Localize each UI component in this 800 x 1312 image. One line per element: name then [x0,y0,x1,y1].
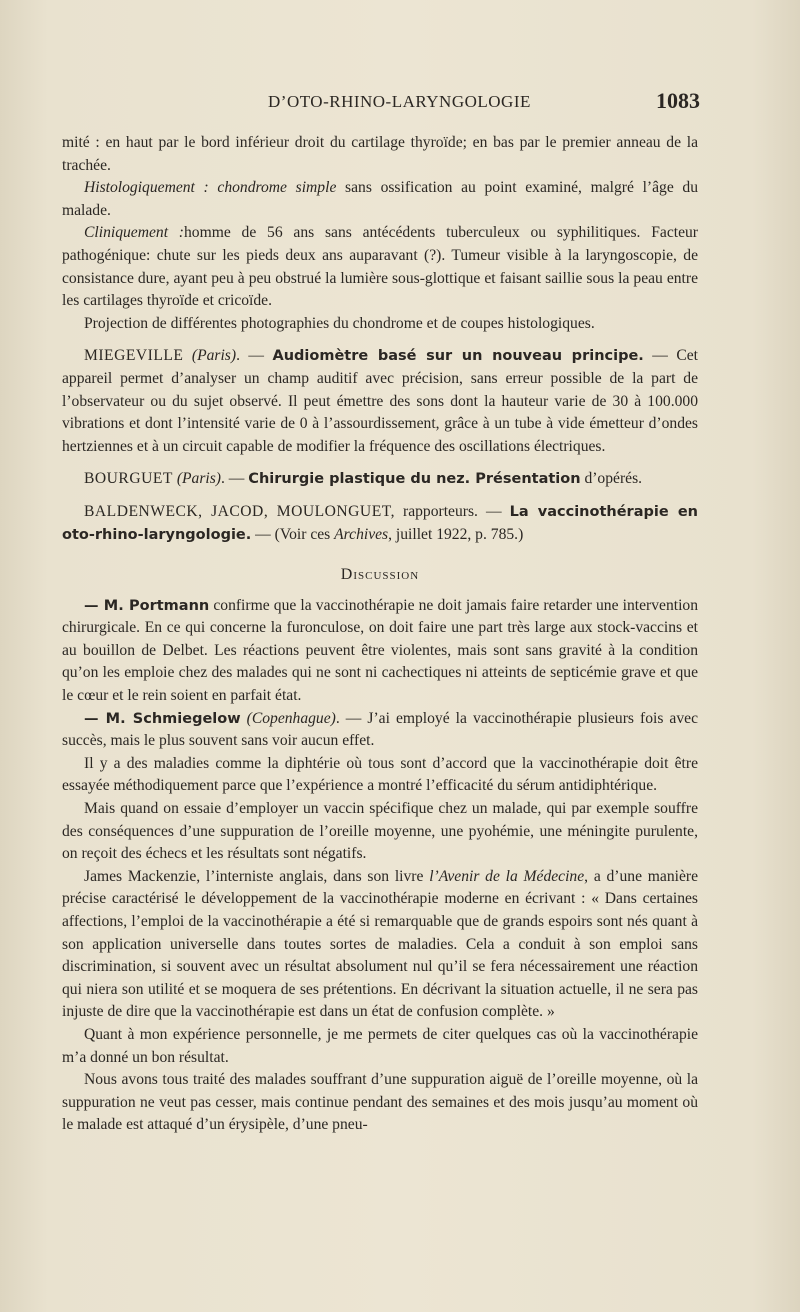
clinical-label: Cliniquement : [84,224,184,242]
page-number: 1083 [656,88,700,113]
entry-separator: . — [236,347,273,365]
paragraph-personal-experience: Quant à mon expérience personnelle, je me permets de citer quelques cas où la vaccinothérapie m’a donné un bon résultat. [62,1025,698,1066]
speaker-city: (Copenhague) [240,709,336,727]
entry-separator: . — [221,470,249,488]
entry-baldenweck [62,501,698,546]
speaker-text: confirme que la vaccinothérapie ne doit jamais faire retarder une intervention chirurgicale. En ce qui concerne la furonculose, on doit faire une part très large aux stock-vaccins et au bouillon de Delbet. Les réactions peuvent être violentes, mais sont sans gravité à la condition qu’on les emploie chez des malades qui ne sont ni cachectiques ni atteints de septicémie grave et que le cœur et le rein soient en parfait état. [62,596,698,705]
entry-authors: BALDENWECK, JACOD, MOULONGUET, [84,502,395,520]
running-title: D’OTO-RHINO-LARYNGOLOGIE [268,92,531,111]
speaker-text: . — J’ai employé la vaccinothérapie plusieurs fois avec succès, mais le plus souvent sans voir aucun effet. [62,709,698,750]
page-body [62,132,698,1137]
entry-city: (Paris) [176,470,221,488]
book-title: l’Avenir de la Médecine [429,867,585,885]
entry-miegeville [62,345,698,458]
histology-label: Histologiquement : chondrome simple [84,179,337,197]
entry-ref-prefix: — (Voir ces [251,525,335,543]
paragraph-acute-otitis: Nous avons tous traité des malades souffrant d’une suppuration aiguë de l’oreille moyenne, où la suppuration ne veut pas cesser, mais continue pendant des semaines et des mois jusqu’au moment où le malade est attaqué d’un érysipèle, d’une pneu- [62,1071,698,1134]
paragraph-mackenzie [62,866,698,1024]
discussion-portmann [62,595,698,708]
discussion-schmiegelow [62,708,698,753]
speaker-name: — M. Schmiegelow [84,710,241,727]
paragraph-projection: Projection de différentes photographies du chondrome et de coupes histologiques. [84,314,595,332]
paragraph-anatomy: mité : en haut par le bord inférieur droit du cartilage thyroïde; en bas par le premier anneau de la trachée. [62,134,698,174]
entry-text: d’opérés. [580,470,643,488]
paragraph-specific-vaccine: Mais quand on essaie d’employer un vaccin spécifique chez un malade, qui par exemple souffre des conséquences d’une suppuration de l’oreille moyenne, une pyohémie, une méningite purulente, on reçoit des échecs et les résultats sont négatifs. [62,800,698,863]
page-header [0,90,800,120]
entry-city: (Paris) [191,347,237,365]
entry-title: Audiomètre basé sur un nouveau principe. [272,348,644,365]
entry-ref-suffix: , juillet 1922, p. 785.) [388,525,524,543]
discussion-heading: Discussion [340,566,420,584]
entry-bourguet [62,468,698,491]
histology-text: sans ossification au point examiné, malgré l’âge du malade. [62,179,699,219]
speaker-name: — M. Portmann [84,597,210,614]
entry-role: rapporteurs. — [395,502,510,520]
clinical-text: homme de 56 ans sans antécédents tuberculeux ou syphilitiques. Facteur pathogénique: chute sur les pieds deux ans auparavant (?). Tumeur visible à la laryngoscopie, de consistance dure, ayant peu à peu obstrué la lumière sous-glottique et faisant saillie sous la peau entre les cartilages thyroïde et cricoïde. [62,224,698,310]
paragraph-clinical [62,222,698,312]
entry-title: Chirurgie plastique du nez. Présentation [248,471,581,488]
entry-ref-journal: Archives [334,525,389,543]
entry-text: — Cet appareil permet d’analyser un champ auditif avec précision, sans erreur possible de la part de l’observateur ou du sujet observé. Il peut émettre des sons dont la hauteur varie de 30 à 100.000 vibrations et dont l’intensité varie de 0 à l’assourdissement, grâce à un tube à vide émetteur d’ondes hertziennes et à un circuit capable de modifier la fréquence des oscillations électriques. [62,347,698,455]
paragraph-histology [62,177,698,222]
mackenzie-text-a: James Mackenzie, l’interniste anglais, dans son livre [84,867,430,885]
mackenzie-text-b: , a d’une manière précise caractérisé le développement de la vaccinothérapie moderne en écrivant : « Dans certaines affections, l’emploi de la vaccinothérapie a été si remarquable que de grands espoirs sont nés quant à son application universelle dans toutes sortes de maladies. Cela a conduit à son emploi sans discrimination, si souvent avec un résultat absolument nul qu’il se fera nécessairement une réaction qui niera son utilité et se moquera de ses prétentions. En décrivant la situation actuelle, il ne sera pas injuste de dire que la vaccinothérapie est dans un état de confusion complète. » [62,867,698,1021]
entry-author: BOURGUET [84,470,173,488]
paragraph-diphtheria: Il y a des maladies comme la diphtérie où tous sont d’accord que la vaccinothérapie doit être essayée méthodiquement parce que l’expérience a montré l’efficacité du sérum antidiphtérique. [62,754,698,795]
entry-author: MIEGEVILLE [84,347,184,365]
entry-title: La vaccinothérapie en oto-rhino-laryngologie. [62,503,698,543]
